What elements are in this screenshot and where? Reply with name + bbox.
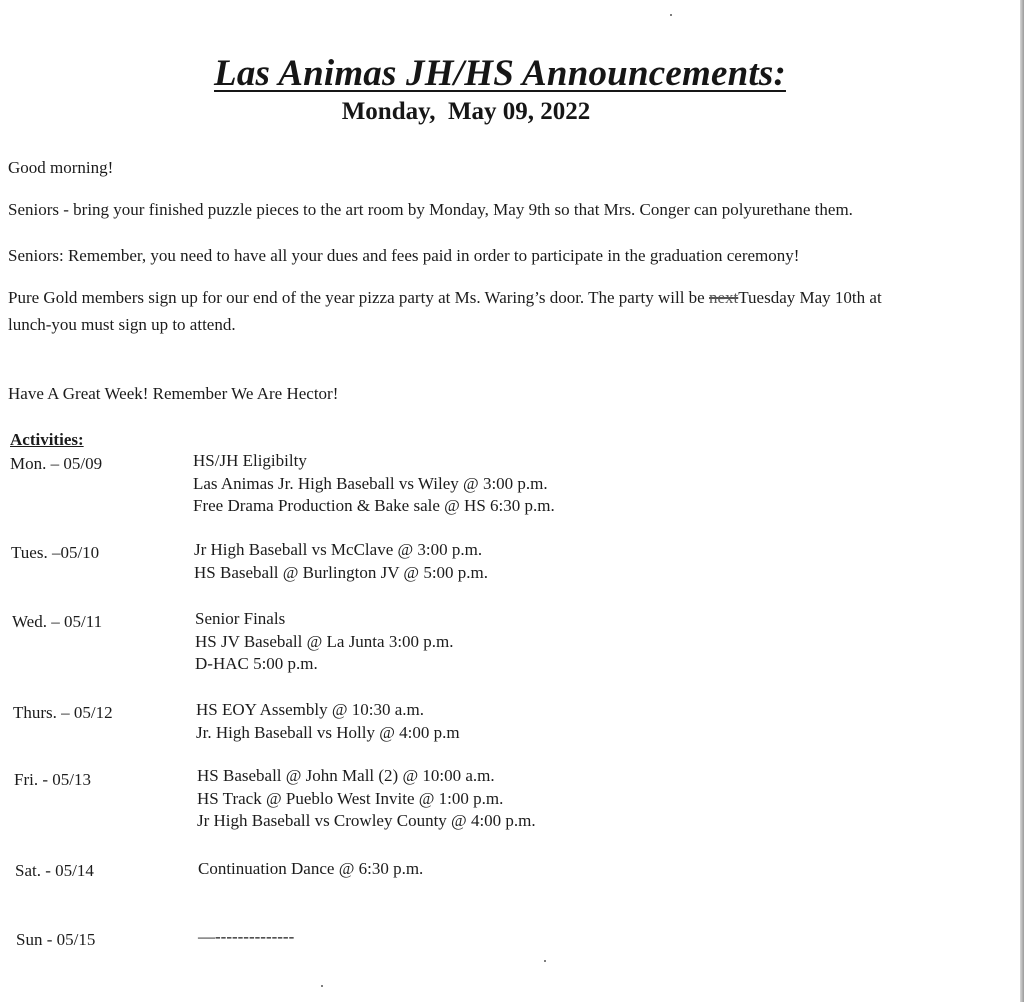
activity-list-saturday — [198, 858, 423, 881]
activity-item: D-HAC 5:00 p.m. — [195, 654, 318, 673]
activity-list-monday — [193, 450, 555, 518]
activity-item: HS EOY Assembly @ 10:30 a.m. — [196, 700, 424, 719]
activity-item: Las Animas Jr. High Baseball vs Wiley @ 3:00 p.m. — [193, 473, 548, 493]
scan-speck — [321, 985, 323, 987]
greeting: Good morning! — [8, 158, 114, 177]
announcement-seniors-puzzle: Seniors - bring your finished puzzle pieces to the art room by Monday, May 9th so that Mrs. Conger can polyurethane them. — [8, 200, 853, 219]
activity-item: Free Drama Production & Bake sale @ HS 6:30 p.m. — [193, 496, 555, 515]
activity-list-sunday — [198, 926, 294, 949]
pure-gold-text-end: Tuesday May 10th at — [738, 288, 882, 307]
activity-day-wednesday: Wed. – 05/11 — [12, 612, 103, 631]
activity-item: Jr High Baseball vs Crowley County @ 4:00 p.m. — [197, 811, 536, 830]
activity-list-tuesday — [194, 539, 488, 584]
activity-day-tuesday: Tues. –05/10 — [11, 543, 100, 562]
pure-gold-text: Pure Gold members sign up for our end of the year pizza party at Ms. Waring’s door. The party will be — [8, 288, 709, 307]
activity-item: HS/JH Eligibilty — [193, 451, 307, 470]
page-edge — [1020, 0, 1024, 1002]
activity-item: —-------------- — [198, 927, 295, 946]
pure-gold-line2: lunch-you must sign up to attend. — [8, 315, 236, 334]
activity-item: Senior Finals — [195, 609, 286, 628]
activity-day-thursday: Thurs. – 05/12 — [13, 703, 113, 722]
activity-item: Jr. High Baseball vs Holly @ 4:00 p.m — [196, 722, 460, 742]
activity-day-friday: Fri. - 05/13 — [14, 770, 91, 789]
activity-item: HS JV Baseball @ La Junta 3:00 p.m. — [195, 631, 454, 651]
activities-heading: Activities: — [10, 430, 84, 449]
activity-item: Continuation Dance @ 6:30 p.m. — [198, 859, 424, 878]
activity-list-wednesday — [195, 608, 454, 676]
struck-word: next — [708, 288, 739, 307]
activity-item: HS Baseball @ John Mall (2) @ 10:00 a.m. — [197, 766, 495, 785]
announcement-seniors-dues: Seniors: Remember, you need to have all your dues and fees paid in order to participate in the graduation ceremony! — [8, 246, 800, 265]
activity-item: HS Track @ Pueblo West Invite @ 1:00 p.m. — [197, 788, 504, 808]
activity-item: Jr High Baseball vs McClave @ 3:00 p.m. — [194, 540, 483, 559]
closing-line: Have A Great Week! Remember We Are Hector! — [8, 384, 339, 403]
activity-list-friday — [197, 765, 536, 833]
activity-item: HS Baseball @ Burlington JV @ 5:00 p.m. — [194, 562, 489, 582]
scan-speck — [670, 14, 672, 16]
scan-speck — [544, 960, 546, 962]
activity-day-saturday: Sat. - 05/14 — [15, 861, 94, 880]
activity-list-thursday — [196, 699, 460, 744]
page-date: Monday, May 09, 2022 — [341, 98, 591, 125]
activity-day-sunday: Sun - 05/15 — [16, 930, 96, 949]
page-title: Las Animas JH/HS Announcements: — [214, 53, 786, 94]
announcement-pure-gold — [8, 284, 998, 338]
activity-day-monday: Mon. – 05/09 — [10, 454, 103, 473]
